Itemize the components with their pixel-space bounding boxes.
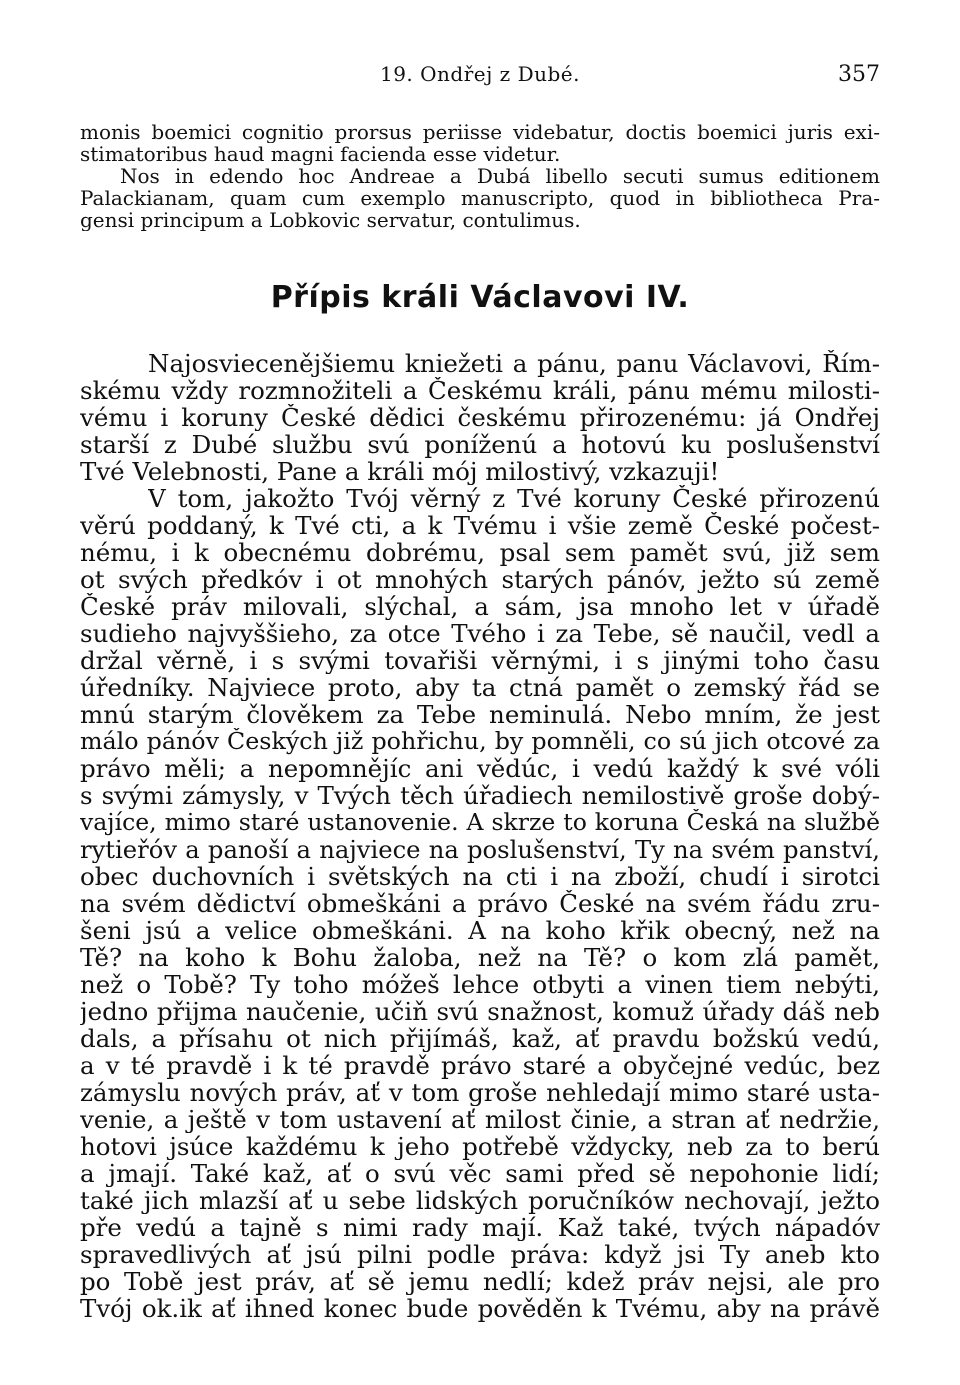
text-line: skému vždy rozmnožiteli a Českému králi, pánu mému milosti- (80, 377, 880, 404)
text-line: držal věrně, i s svými tovařiši věrnými, i s jinými toho času (80, 647, 880, 674)
text-line: hotovi jsúce každému k jeho potřebě vždycky, neb za to berú (80, 1133, 880, 1160)
text-line: gensi principum a Lobkovic servatur, contulimus. (80, 209, 581, 231)
text-line: Tvój ok.ik ať ihned konec bude pověděn k Tvému, aby na právě (80, 1295, 880, 1322)
text-line: zámyslu nových práv, ať v tom groše nehledají mimo staré usta- (80, 1079, 880, 1106)
text-line: nému, i k obecnému dobrému, psal sem pamět svú, již sem (80, 539, 880, 566)
text-line: po Tobě jest práv, ať sě jemu nedlí; kdež práv nejsi, ale pro (80, 1268, 880, 1295)
running-header (80, 62, 880, 94)
text-line: ot svých předkóv i ot mnohých starých pánóv, ježto sú země (80, 566, 880, 593)
text-line: než o Tobě? Ty toho móžeš lehce otbyti a vinen tiem nebýti, (80, 971, 880, 998)
text-line: mnú starým člověkem za Tebe neminulá. Nebo mním, že jest (80, 701, 880, 728)
text-line: šeni jsú a velice obmeškáni. A na koho křik obecný, než na (80, 917, 880, 944)
text-line: věrú poddaný, k Tvé cti, a k Tvému i všie země České počest- (80, 512, 880, 539)
running-title: 19. Ondřej z Dubé. (379, 62, 580, 86)
text-line: právo měli; a nepomnějíc ani vědúc, i vedú každý k své vóli (80, 755, 880, 782)
text-line: na svém dědictví obmeškáni a právo České na svém řádu zru- (80, 890, 880, 917)
text-line: starší z Dubé službu svú poníženú a hotovú ku poslušenství (80, 431, 880, 458)
text-line: vému i koruny České dědici českému přirozenému: já Ondřej (80, 404, 880, 431)
text-line: obec duchovních i světských na cti i na zboží, chudí i sirotci (80, 863, 880, 890)
text-line: úředníky. Najviece proto, aby ta ctná pamět o zemský řád se (80, 674, 880, 701)
text-line: spravedlivých ať jsú pilni podle práva: když jsi Ty aneb kto (80, 1241, 880, 1268)
text-line: dals, a přísahu ot nich přijímáš, kaž, ať pravdu božskú vedú, (80, 1025, 880, 1052)
text-line: pře vedú a tajně s nimi rady mají. Kaž také, tvých nápadóv (80, 1214, 880, 1241)
page-number: 357 (838, 62, 880, 87)
text-line: Najosviecenějšiemu kniežeti a pánu, panu Václavovi, Řím- (148, 350, 880, 377)
text-line: České práv milovali, slýchal, a sám, jsa mnoho let v úřadě (80, 593, 880, 620)
text-line: vajíce, mimo staré ustanovenie. A skrze to koruna Česká na službě (80, 809, 880, 836)
text-line: s svými zámysly, v Tvých těch úřadiech nemilostivě groše dobý- (80, 782, 880, 809)
text-line: sudieho najvyššieho, za otce Tvého i za Tebe, sě naučil, vedl a (80, 620, 880, 647)
text-line: Nos in edendo hoc Andreae a Dubá libello secuti sumus editionem (120, 165, 880, 187)
text-line: a jmají. Také kaž, ať o svú věc sami před sě nepohonie lidí; (80, 1160, 880, 1187)
text-line: rytieřóv a panoší a najviece na poslušenství, Ty na svém panství, (80, 836, 880, 863)
text-line: a v té pravdě i k té pravdě právo staré a obyčejné vedúc, bez (80, 1052, 880, 1079)
text-line: venie, a ještě v tom ustavení ať milost činie, a stran ať nedržie, (80, 1106, 880, 1133)
text-line: Tvé Velebnosti, Pane a králi mój milostivý, vzkazuji! (80, 458, 720, 485)
text-line: jedno přijma naučenie, učiň svú snažnost, komuž úřady dáš neb (80, 998, 880, 1025)
text-line: málo pánóv Českých již pohřichu, by pomněli, co sú jich otcové za (80, 728, 880, 755)
text-line: V tom, jakožto Tvój věrný z Tvé koruny České přirozenú (148, 485, 880, 512)
text-line: monis boemici cognitio prorsus periisse videbatur, doctis boemici juris exi- (80, 121, 880, 143)
section-heading: Přípis králi Václavovi IV. (270, 280, 690, 315)
text-line: také jich mlazší ať u sebe lidských poručníków nechovají, ježto (80, 1187, 880, 1214)
text-line: stimatoribus haud magni facienda esse videtur. (80, 143, 561, 165)
text-line: Palackianam, quam cum exemplo manuscripto, quod in bibliotheca Pra- (80, 187, 880, 209)
text-line: Tě? na koho k Bohu žaloba, než na Tě? o kom zlá pamět, (80, 944, 880, 971)
